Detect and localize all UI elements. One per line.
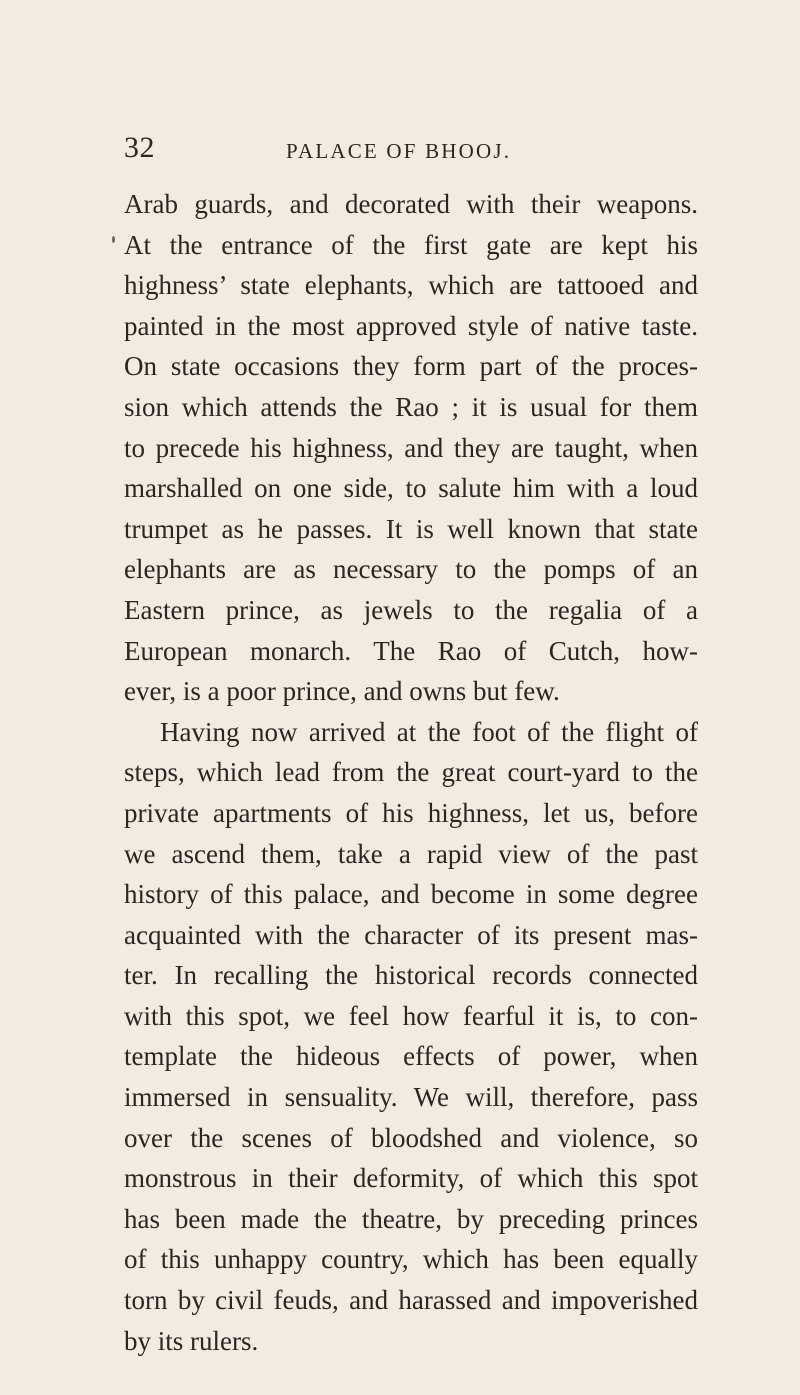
text-line: template the hideous effects of power, when (124, 1041, 698, 1072)
text-line: over the scenes of bloodshed and violence, so (124, 1122, 698, 1153)
print-speck (112, 236, 115, 243)
text-line: At the entrance of the first gate are kept his (124, 229, 698, 260)
text-line: trumpet as he passes. It is well known that state (124, 513, 698, 544)
text-line: elephants are as necessary to the pomps of an (124, 554, 698, 585)
text-line: marshalled on one side, to salute him with a loud (124, 473, 698, 504)
text-line: to precede his highness, and they are taught, when (124, 432, 698, 463)
text-line: painted in the most approved style of native taste. (124, 310, 698, 341)
text-line: acquainted with the character of its present mas- (124, 919, 698, 950)
text-line: history of this palace, and become in some degree (124, 879, 698, 910)
text-line: torn by civil feuds, and harassed and impoverished (124, 1285, 698, 1316)
text-line: Having now arrived at the foot of the flight of (160, 716, 698, 747)
text-line: immersed in sensuality. We will, therefore, pass (124, 1082, 698, 1113)
body-text (124, 184, 698, 1361)
running-head: PALACE OF BHOOJ. (286, 139, 512, 163)
text-line: highness’ state elephants, which are tattooed and (124, 270, 698, 301)
text-line: sion which attends the Rao ; it is usual for them (124, 391, 698, 422)
text-line: private apartments of his highness, let us, before (124, 797, 698, 828)
text-line: ever, is a poor prince, and owns but few. (124, 676, 560, 707)
text-line: monstrous in their deformity, of which this spot (124, 1163, 698, 1194)
text-line: by its rulers. (124, 1325, 259, 1356)
text-line: Arab guards, and decorated with their weapons. (124, 189, 698, 219)
text-line: has been made the theatre, by preceding princes (124, 1203, 698, 1234)
text-line: ter. In recalling the historical records connected (124, 960, 698, 991)
text-line: of this unhappy country, which has been equally (124, 1244, 698, 1275)
text-line: steps, which lead from the great court-yard to the (124, 757, 698, 788)
page-number: 32 (124, 131, 155, 164)
text-line: On state occasions they form part of the proces- (124, 351, 698, 382)
text-line: European monarch. The Rao of Cutch, how- (124, 635, 698, 666)
text-line: Eastern prince, as jewels to the regalia of a (124, 594, 698, 625)
text-line: we ascend them, take a rapid view of the past (124, 838, 698, 869)
text-line: with this spot, we feel how fearful it is, to con- (124, 1000, 698, 1031)
